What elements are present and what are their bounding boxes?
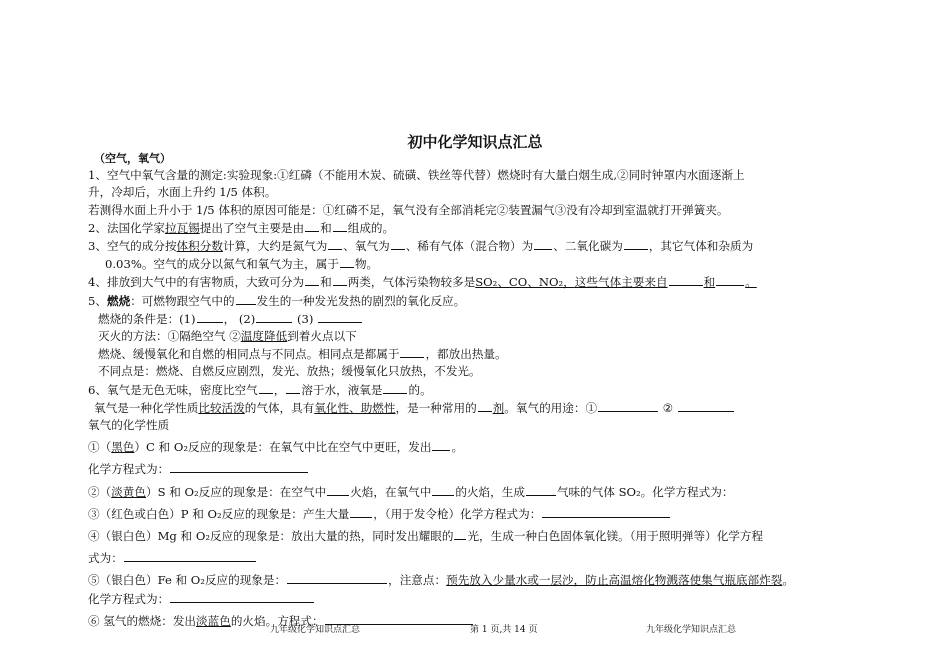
p1-line-b: 升，冷却后，水面上升约 1/5 体积。 xyxy=(88,185,277,200)
blank xyxy=(432,483,454,496)
reaction-sulfur: ②（淡黄色）S 和 O₂反应的现象是：在空气中 火焰，在氧气中 的火焰，生成 气味的气体 SO₂。化学方程式为： xyxy=(88,484,734,499)
blank xyxy=(716,273,744,286)
combustion-conditions: 燃烧的条件是：(1) ， (2) (3) xyxy=(88,310,848,328)
blank xyxy=(669,273,703,286)
blank xyxy=(432,438,450,451)
p1-line-a: 1、空气中氧气含量的测定:实验现象:①红磷（不能用木炭、硫磺、铁丝等代替）燃烧时有大量白烟生成,②同时钟罩内水面逐渐上 xyxy=(88,168,745,183)
document-body xyxy=(88,150,848,630)
blank xyxy=(383,381,407,394)
paragraph-6: 6、氧气是无色无味，密度比空气 ， 溶于水，液氧是 的。 xyxy=(88,382,432,397)
reaction-phosphorus: ③（红色或白色）P 和 O₂反应的现象是：产生大量 ，（用于发令枪）化学方程式为： xyxy=(88,505,848,523)
paragraph-5: 5、燃烧：可燃物跟空气中的 发生的一种发光发热的剧烈的氧化反应。 xyxy=(88,293,466,308)
blank xyxy=(350,505,372,518)
blank xyxy=(170,460,308,473)
p1-line-c: 若测得水面上升小于 1/5 体积的原因可能是：①红磷不足，氧气没有全部消耗完②装置漏气③没有冷却到室温就打开弹簧夹。 xyxy=(88,202,729,217)
blank xyxy=(391,237,405,250)
blank xyxy=(542,505,670,518)
reaction-hydrogen: ⑥ 氢气的燃烧：发出淡蓝色的火焰。方程式： xyxy=(88,612,848,630)
term-combustion: 燃烧 xyxy=(106,293,131,308)
combustion-difference: 不同点是：燃烧、自燃反应剧烈，发光、放热；缓慢氧化只放热，不发光。 xyxy=(98,364,481,379)
page-title: 初中化学知识点汇总 xyxy=(407,133,543,151)
blank xyxy=(478,399,492,412)
blank xyxy=(454,527,466,540)
paragraph-4: 4、排放到大气中的有害物质，大致可分为 和 两类，气体污染物较多是SO₂、CO、NO₂，这些气体主要来自 和 。 xyxy=(88,275,757,290)
blank xyxy=(624,237,648,250)
oxygen-chemical-properties: 氧气的化学性质 xyxy=(88,418,170,433)
pollutant-gases: SO₂、CO、NO₂， xyxy=(475,275,575,290)
oxidizing-combustion-supporting: 氧化性、助燃性 xyxy=(314,400,396,415)
paragraph-3-line-a: 3、空气的成分按体积分数计算，大约是氮气为 、氧气为 、稀有气体（混合物）为 、二氧化碳为 ，其它气体和杂质为 xyxy=(88,239,754,254)
blank xyxy=(124,549,256,562)
blank xyxy=(256,310,292,323)
section-heading: （空气，氧气） xyxy=(94,152,171,165)
blank xyxy=(340,255,354,268)
reaction-iron-equation: 化学方程式为： xyxy=(88,590,848,608)
blank xyxy=(328,237,342,250)
footer-left: 九年级化学知识点汇总 xyxy=(270,625,361,635)
blank xyxy=(286,381,300,394)
blank xyxy=(598,399,658,412)
reaction-magnesium: ④（银白色）Mg 和 O₂反应的现象是：放出大量的热，同时发出耀眼的 光，生成一种白色固体氧化镁。（用于照明弹等）化学方程 xyxy=(88,529,764,544)
blank xyxy=(197,310,223,323)
blank xyxy=(170,590,314,603)
blank xyxy=(287,571,387,584)
reaction-carbon: ①（黑色）C 和 O₂反应的现象是：在氧气中比在空气中更旺，发出 。 xyxy=(88,440,464,455)
oxygen-properties: 氧气是一种化学性质比较活泼的气体，具有氧化性、助燃性，是一种常用的 剂。氧气的用途：① ② xyxy=(88,399,848,417)
blank xyxy=(318,310,362,323)
paragraph-2: 2、法国化学家拉瓦锡提出了空气主要是由 和 组成的。 xyxy=(88,220,395,235)
chemically-active: 比较活泼 xyxy=(198,400,245,415)
temperature-lowering: 温度降低 xyxy=(240,329,288,344)
blank xyxy=(333,273,347,286)
reaction-carbon-equation: 化学方程式为： xyxy=(88,460,848,478)
volume-fraction: 体积分数 xyxy=(176,239,223,254)
paragraph-3-line-b: 0.03%。空气的成分以氮气和氧气为主，属于 物。 xyxy=(105,257,379,272)
page-footer xyxy=(0,622,950,636)
footer-page-number: 第 1 页,共 14 页 xyxy=(470,625,538,635)
blank xyxy=(327,483,349,496)
reaction-iron: ⑤（银白色）Fe 和 O₂反应的现象是： ，注意点：预先放入少量水或一层沙，防止高温熔化物溅落使集气瓶底部炸裂。 xyxy=(88,573,794,588)
blank xyxy=(400,345,424,358)
blank xyxy=(305,273,319,286)
blank xyxy=(333,219,347,232)
iron-precaution: 预先放入少量水或一层沙，防止高温熔化物溅落使集气瓶底部炸裂 xyxy=(446,573,783,588)
footer-right: 九年级化学知识点汇总 xyxy=(646,625,737,635)
blank xyxy=(305,219,319,232)
extinguish-methods: 灭火的方法：①隔绝空气 ②温度降低到着火点以下 xyxy=(98,329,357,344)
blank xyxy=(534,237,552,250)
blank xyxy=(526,483,556,496)
blank xyxy=(259,381,273,394)
blank xyxy=(678,399,734,412)
reaction-magnesium-equation: 式为： xyxy=(88,549,848,567)
blank xyxy=(236,292,256,305)
scientist-name: 拉瓦锡 xyxy=(164,220,200,235)
combustion-similarity: 燃烧、缓慢氧化和自燃的相同点与不同点。相同点是都属于 ，都放出热量。 xyxy=(98,347,507,362)
